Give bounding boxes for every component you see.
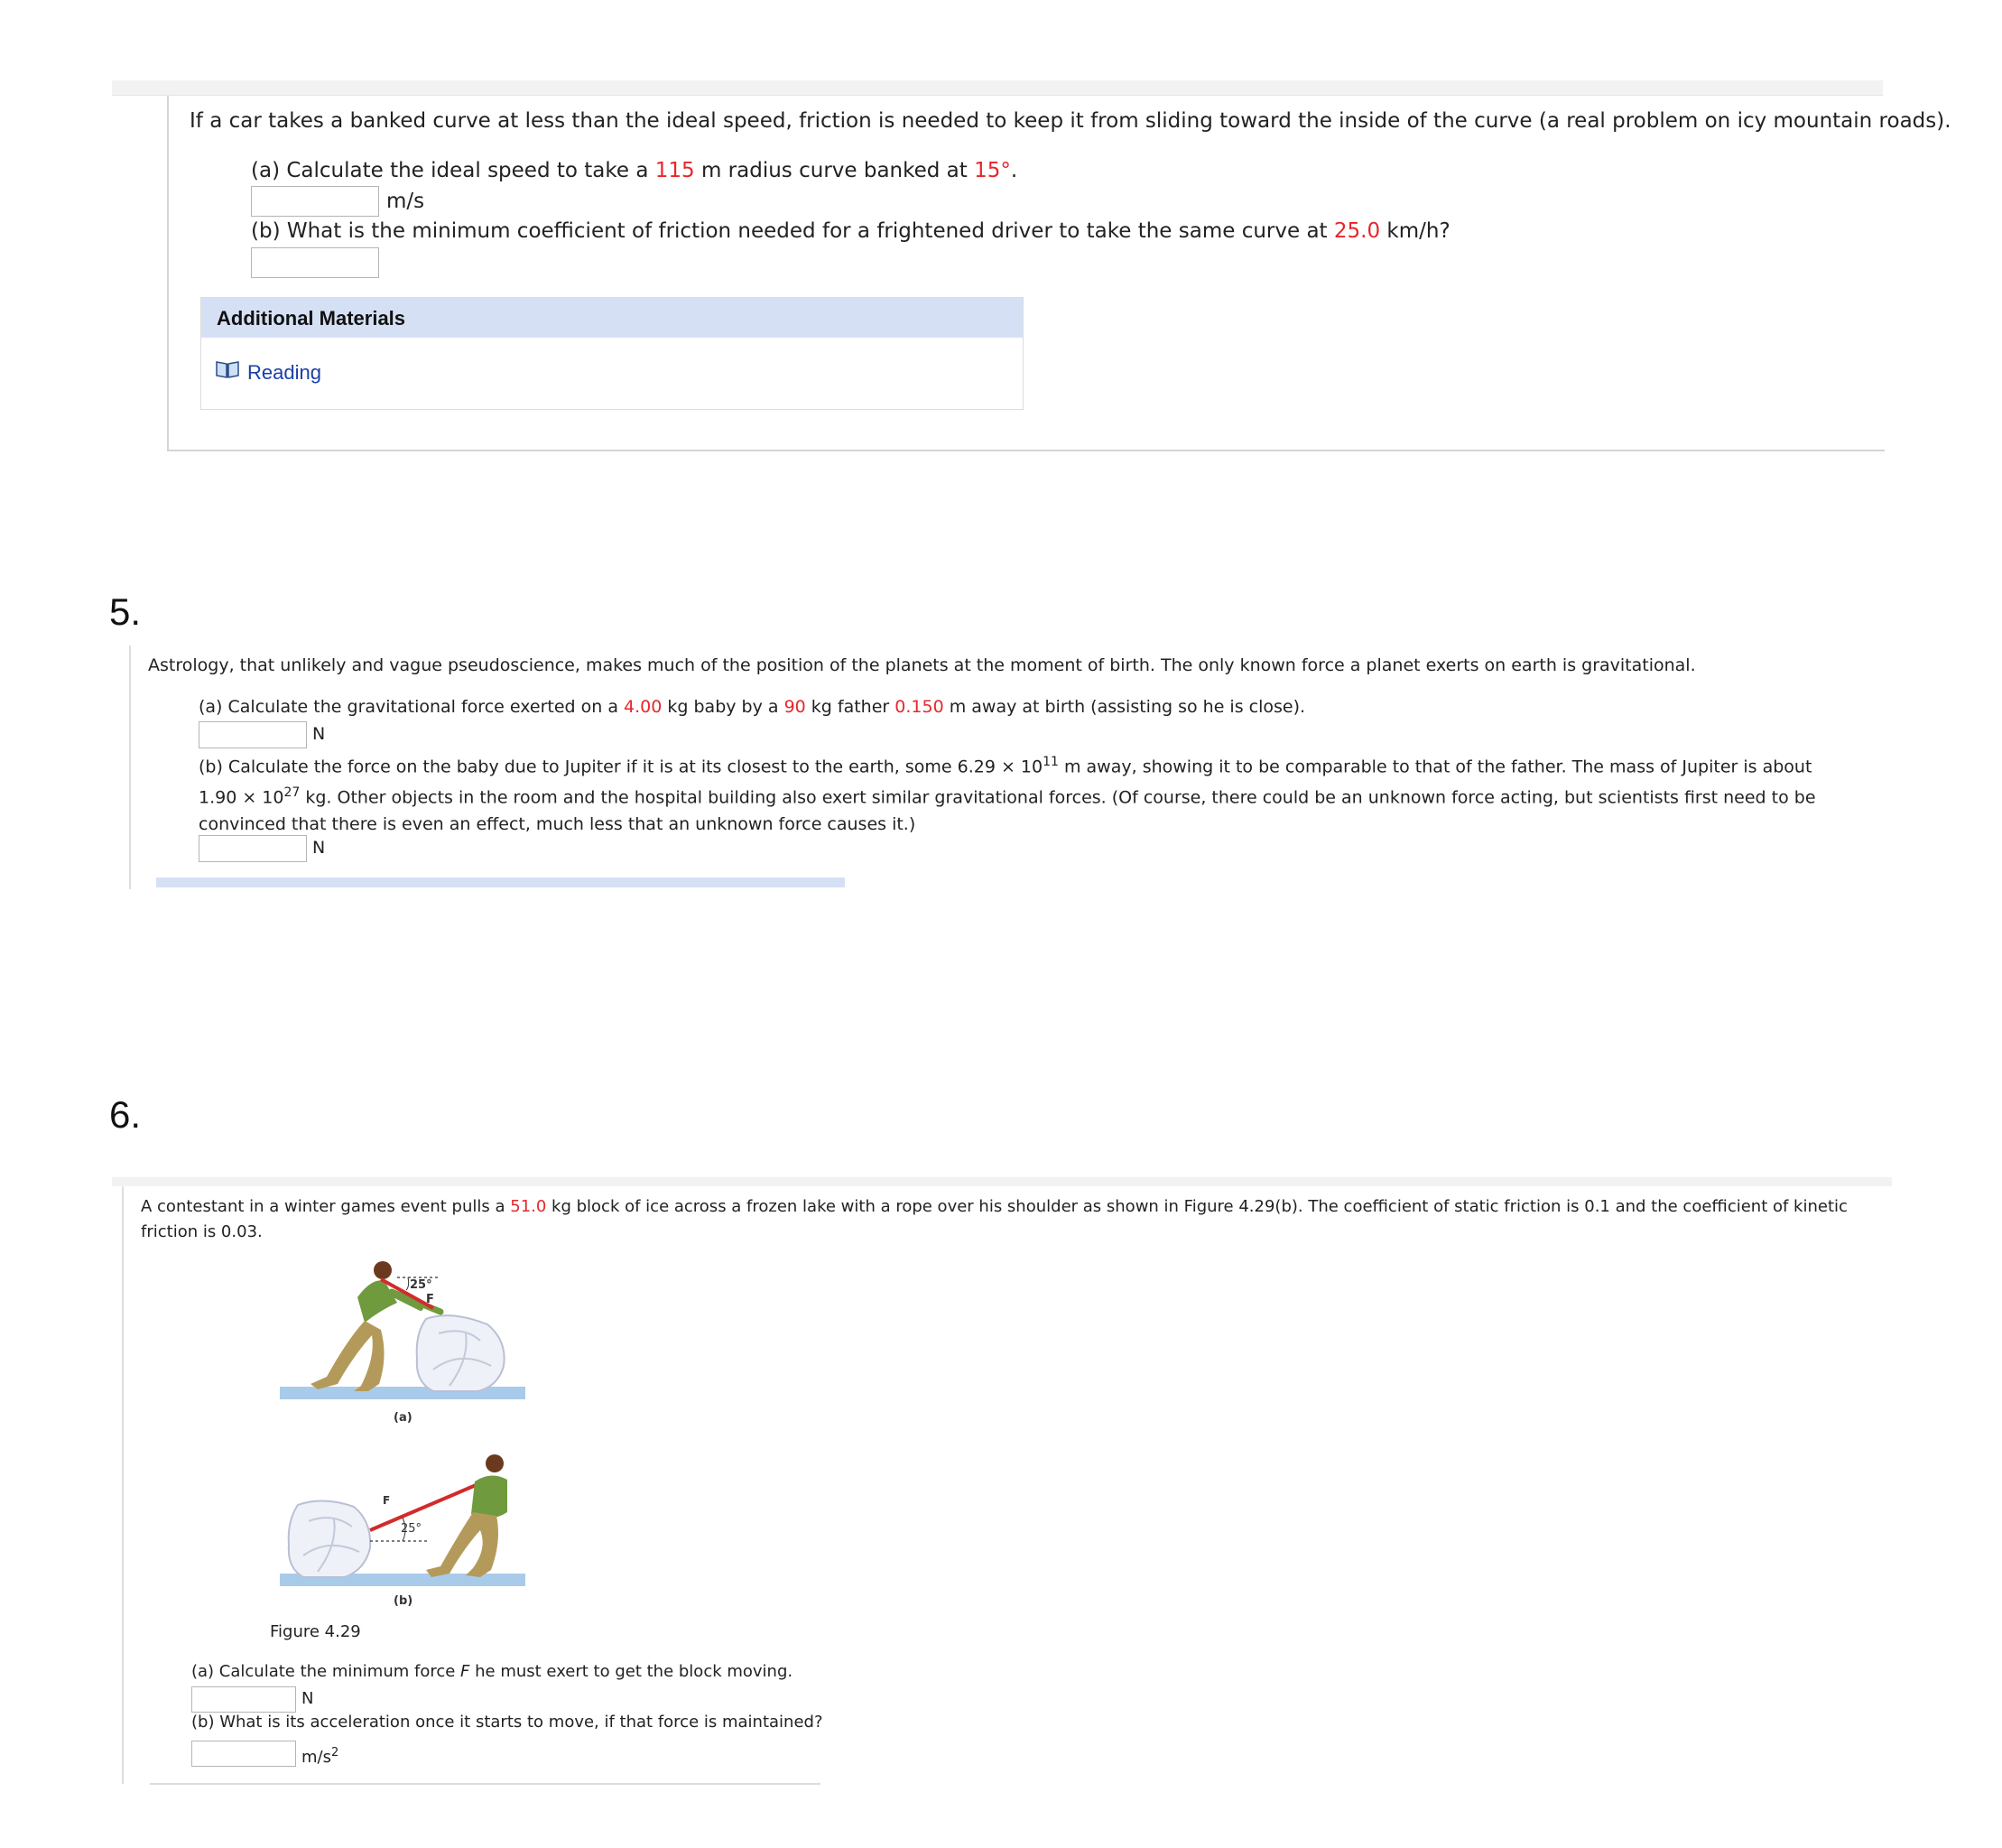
additional-materials-panel bbox=[200, 297, 1024, 410]
bank-angle-value: 15° bbox=[974, 159, 1011, 182]
question4-part-b-prompt bbox=[251, 218, 1451, 245]
question5-intro: Astrology, that unlikely and vague pseudoscience, makes much of the position of the planets at the moment of birth. The only known force a planet exerts on earth is gravitational. bbox=[148, 655, 1696, 675]
question6-intro bbox=[141, 1194, 1856, 1245]
question4-part-a-answer-input[interactable] bbox=[251, 186, 379, 217]
q6-part-a-prefix: (a) Calculate the minimum force bbox=[191, 1662, 461, 1681]
figure-panel-a bbox=[280, 1261, 525, 1399]
q5-part-a-mid2: kg father bbox=[805, 697, 895, 717]
figure-b-label: (b) bbox=[394, 1594, 413, 1608]
part-a-prefix: (a) Calculate the ideal speed to take a bbox=[251, 159, 655, 182]
q5-part-a-mid1: kg baby by a bbox=[662, 697, 784, 717]
q5-exponent-distance: 11 bbox=[1043, 755, 1059, 769]
question5-part-b-prompt bbox=[199, 749, 1841, 838]
ice-block-b bbox=[289, 1500, 370, 1577]
part-a-suffix: . bbox=[1010, 159, 1018, 182]
unit-base: m/s bbox=[301, 1748, 331, 1767]
figure-a-angle: 25° bbox=[410, 1278, 432, 1292]
figure-caption: Figure 4.29 bbox=[270, 1622, 361, 1641]
question6-part-b-unit bbox=[301, 1741, 338, 1770]
question6-part-b-prompt: (b) What is its acceleration once it starts to move, if that force is maintained? bbox=[191, 1713, 823, 1732]
ice-block-a bbox=[417, 1315, 505, 1391]
question6-part-a-prompt bbox=[191, 1659, 792, 1685]
q5-part-b-text2: m away, showing it to be comparable to that of the father. The mass of Jupiter is about 1.90 × 10 bbox=[199, 757, 1812, 808]
question5-additional-materials-bar bbox=[156, 878, 845, 887]
question6-part-b-answer-input[interactable] bbox=[191, 1741, 296, 1767]
additional-materials-title: Additional Materials bbox=[217, 307, 406, 330]
q6-intro-prefix: A contestant in a winter games event pulls a bbox=[141, 1197, 511, 1216]
question6-bottom-border bbox=[150, 1783, 820, 1785]
question4-part-a-unit: m/s bbox=[386, 190, 425, 213]
contestant-pulling bbox=[426, 1454, 507, 1577]
question4-part-a-prompt bbox=[251, 157, 1017, 184]
question5-part-a-answer-input[interactable] bbox=[199, 721, 307, 748]
question5-number: 5. bbox=[109, 590, 142, 633]
driver-speed-value: 25.0 bbox=[1333, 219, 1381, 243]
radius-value: 115 bbox=[654, 159, 695, 182]
reading-link[interactable]: Reading bbox=[247, 361, 321, 384]
figure-a-label: (a) bbox=[394, 1411, 412, 1425]
baby-mass-value: 4.00 bbox=[624, 697, 663, 717]
q5-part-a-suffix: m away at birth (assisting so he is close). bbox=[943, 697, 1306, 717]
question6-part-a-unit: N bbox=[301, 1689, 314, 1708]
additional-materials-header bbox=[201, 298, 1023, 338]
force-variable: F bbox=[460, 1662, 470, 1681]
ice-mass-value: 51.0 bbox=[510, 1197, 547, 1216]
q6-part-a-suffix: he must exert to get the block moving. bbox=[469, 1662, 793, 1681]
question6-border bbox=[122, 1186, 124, 1784]
question4-part-b-answer-input[interactable] bbox=[251, 247, 379, 278]
question5-part-a-prompt bbox=[199, 695, 1305, 719]
distance-value: 0.150 bbox=[894, 697, 944, 717]
question6-top-bar bbox=[112, 1177, 1892, 1186]
father-mass-value: 90 bbox=[783, 697, 806, 717]
question5-part-a-unit: N bbox=[312, 724, 326, 744]
figure-b-force: F bbox=[383, 1494, 391, 1507]
part-a-mid: m radius curve banked at bbox=[694, 159, 975, 182]
question5-border bbox=[129, 645, 131, 889]
rope-b bbox=[370, 1483, 480, 1530]
figure-4-29-illustration bbox=[271, 1250, 533, 1611]
figure-panel-b bbox=[280, 1454, 525, 1586]
question6-number: 6. bbox=[109, 1093, 142, 1136]
question4-intro: If a car takes a banked curve at less than the ideal speed, friction is needed to keep it from sliding toward the inside of the curve (a real problem on icy mountain roads). bbox=[190, 109, 1951, 133]
q5-exponent-mass: 27 bbox=[283, 785, 301, 801]
question5-part-b-answer-input[interactable] bbox=[199, 835, 307, 862]
q5-part-a-prefix: (a) Calculate the gravitational force exerted on a bbox=[199, 697, 625, 717]
q5-part-b-text1: (b) Calculate the force on the baby due to Jupiter if it is at its closest to the earth, some 6.29 × 10 bbox=[199, 757, 1043, 777]
unit-exponent: 2 bbox=[330, 1746, 339, 1760]
part-b-suffix: km/h? bbox=[1380, 219, 1451, 243]
figure-a-force: F bbox=[426, 1293, 434, 1306]
question5-part-b-unit: N bbox=[312, 838, 326, 858]
question6-part-a-answer-input[interactable] bbox=[191, 1686, 296, 1713]
question4-top-bar bbox=[112, 80, 1883, 96]
q5-part-b-text3: kg. Other objects in the room and the hospital building also exert similar gravitational forces. (Of course, there could be an unknown force acting, but scientists first need to be convinced that there is even an effect, much less that an unknown force causes it.) bbox=[199, 787, 1816, 834]
figure-b-angle: 25° bbox=[401, 1522, 422, 1536]
part-b-prefix: (b) What is the minimum coefficient of friction needed for a frightened driver to take the same curve at bbox=[251, 219, 1334, 243]
q6-intro-suffix: kg block of ice across a frozen lake with a rope over his shoulder as shown in Figure 4.29(b). The coefficient of static friction is 0.1 and the coefficient of kinetic friction is 0.03. bbox=[141, 1197, 1848, 1241]
book-icon bbox=[216, 359, 239, 379]
